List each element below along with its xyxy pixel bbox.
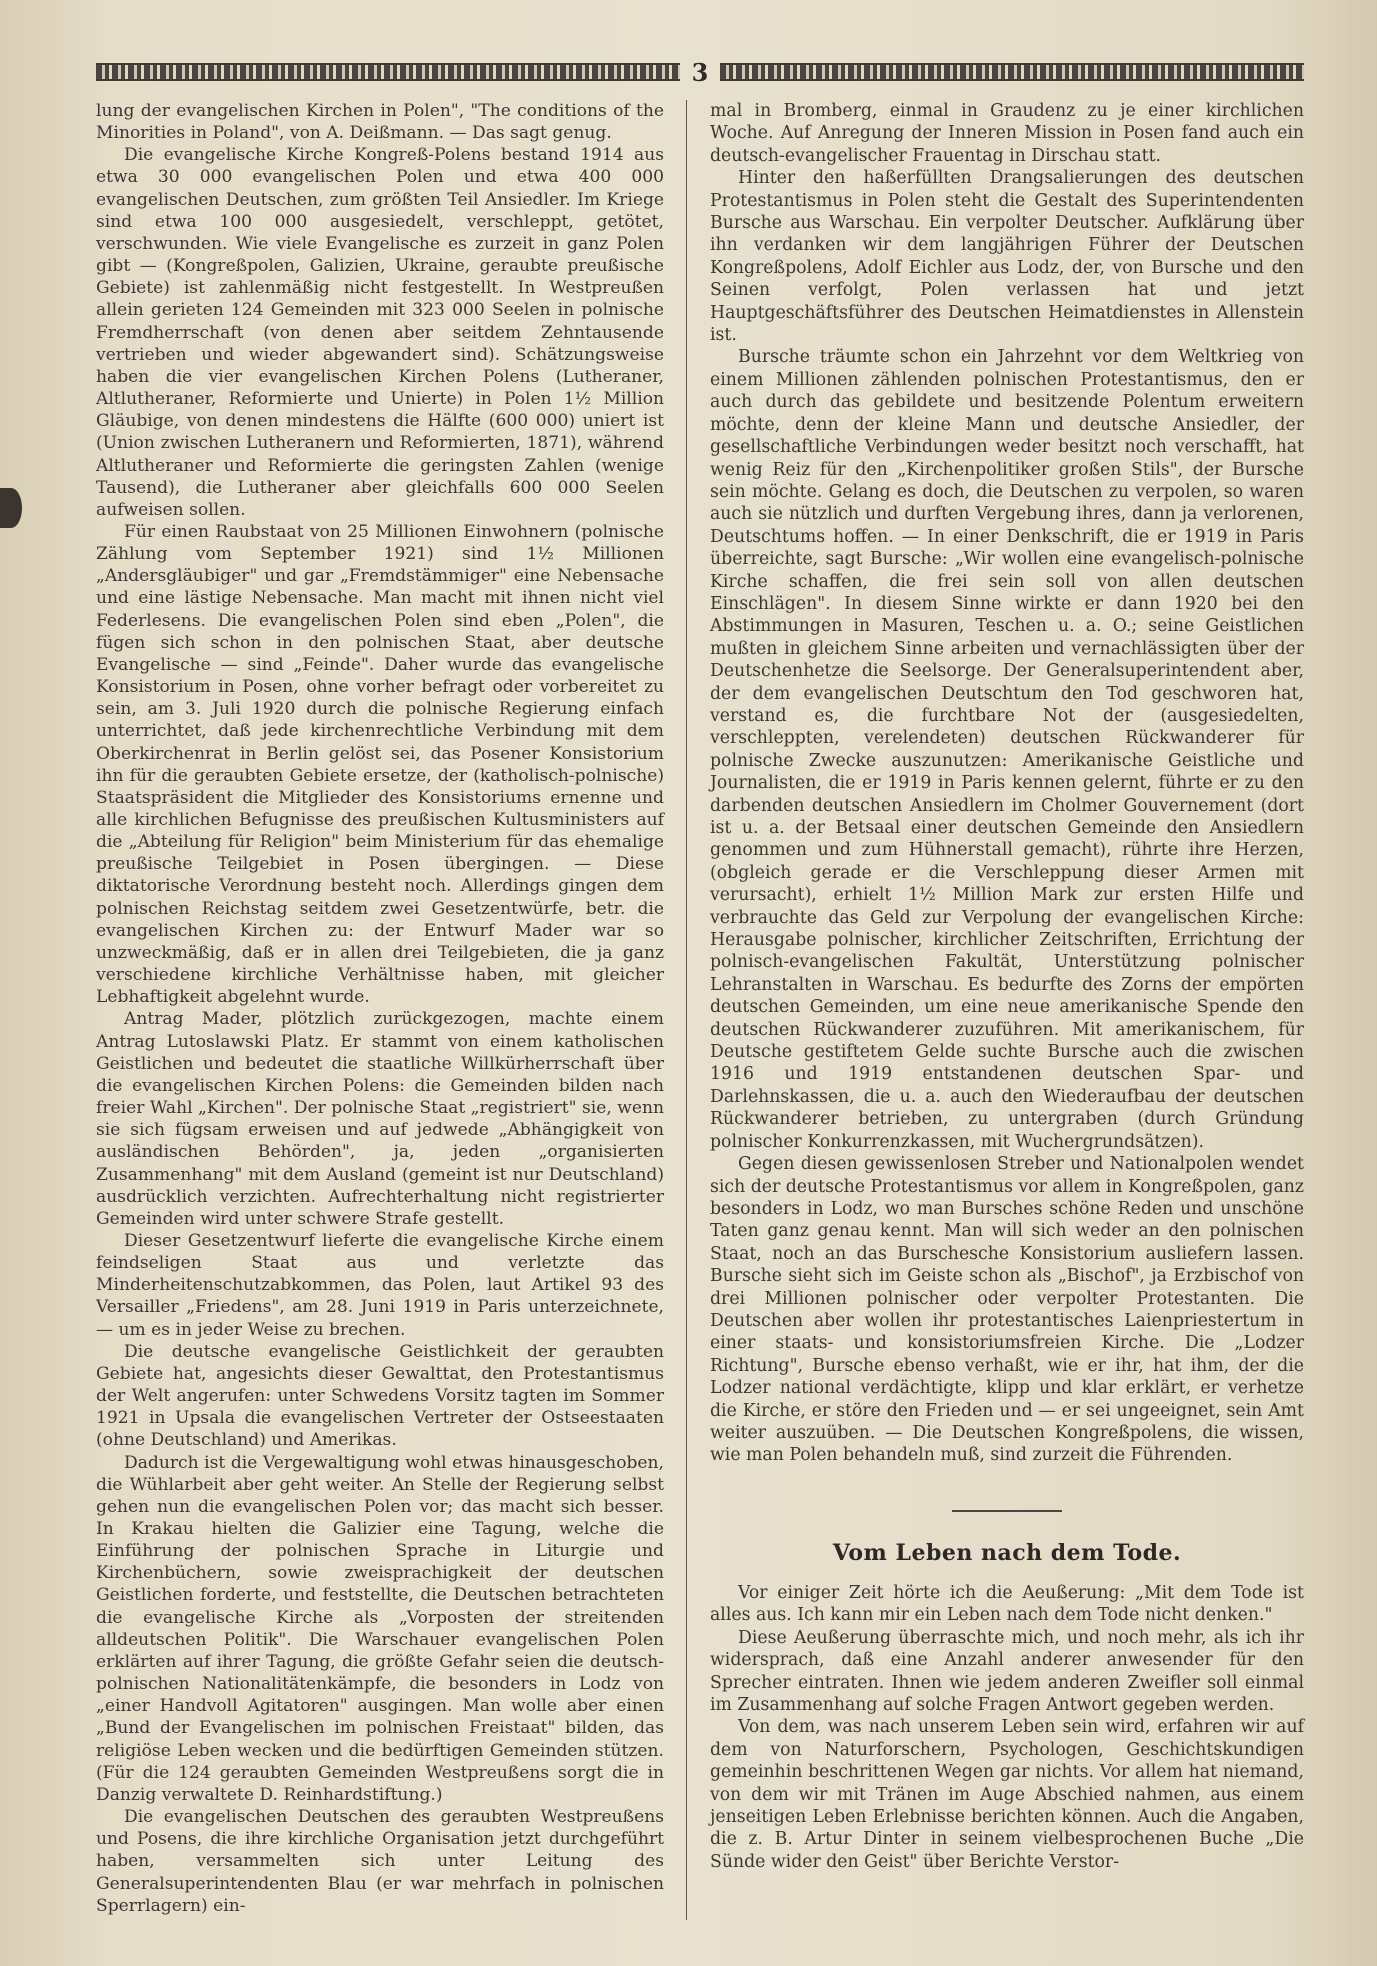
paragraph: Hinter den haßerfüllten Drangsalierungen des deutschen Protestantismus in Polen steht die Gestalt des Superintendenten Bursche aus Warschau. Ein verpolter Deutscher. Aufklärung über ihn verdanken wir dem langjährigen Führer der Deutschen Kongreßpolens, Adolf Eichler aus Lodz, der, von Bursche und den Seinen verfolgt, Polen verlassen hat und jetzt Hauptgeschäftsführer des Deutschen Heimatdienstes in Allenstein ist. — [710, 168, 1304, 346]
article-title: Vom Leben nach dem Tode. — [832, 1540, 1182, 1566]
paragraph: Von dem, was nach unserem Leben sein wird, erfahren wir auf dem von Naturforschern, Psychologen, Geschichtskundigen gemeinhin beschrittenen Wegen gar nichts. Vor allem hat niemand, von dem wir mit Tränen im Auge Abschied nahmen, aus einem jenseitigen Leben Erlebnisse berichten können. Auch die Angaben, die z. B. Artur Dinter in seinem vielbesprochenen Buche „Die Sünde wider den Geist" über Berichte Verstor- — [710, 1717, 1304, 1872]
paragraph: mal in Bromberg, einmal in Graudenz zu je einer kirchlichen Woche. Auf Anregung der Inneren Mission in Posen fand auch ein deutsch-evangelischer Frauentag in Dirschau statt. — [710, 101, 1304, 166]
right-column — [710, 100, 1304, 1467]
paragraph: Antrag Mader, plötzlich zurückgezogen, machte einem Antrag Lutoslawski Platz. Er stammt von einem katholischen Geistlichen und bedeutet die staatliche Willkürherrschaft über die evangelischen Kirchen Polens: die Gemeinden bilden nach freier Wahl „Kirchen". Der polnische Staat „registriert" sie, wenn sie sich fügsam erweisen und auf jedwede „Abhängigkeit von ausländischen Behörden", ja, jeden „organisierten Zusammenhang" mit dem Ausland (gemeint ist nur Deutschland) ausdrücklich verzichten. Aufrechterhaltung nicht registrierter Gemeinden wird unter schwere Strafe gestellt. — [96, 1009, 664, 1229]
paragraph: lung der evangelischen Kirchen in Polen", "The conditions of the Minorities in Poland", von A. Deißmann. — Das sagt genug. — [96, 101, 664, 144]
header-ornament-left — [96, 63, 680, 81]
ink-stain — [0, 488, 22, 528]
left-column — [96, 100, 664, 1917]
paragraph: Diese Aeußerung überraschte mich, und noch mehr, als ich ihr widersprach, daß eine Anzahl anderer anwesender für den Sprecher eintraten. Ihnen wie jedem anderen Zweifler soll einmal im Zusammenhang auf solche Fragen Antwort gegeben werden. — [710, 1627, 1304, 1716]
paragraph: Die evangelischen Deutschen des geraubten Westpreußens und Posens, die ihre kirchliche Organisation jetzt durchgeführt haben, versammelten sich unter Leitung des Generalsuperintendenten Blau (er war mehrfach in polnischen Sperrlagern) ein- — [96, 1807, 664, 1916]
article-body — [710, 1582, 1304, 1873]
paragraph: Die evangelische Kirche Kongreß-Polens bestand 1914 aus etwa 30 000 evangelischen Polen und etwa 400 000 evangelischen Deutschen, zum größten Teil Ansiedler. Im Kriege sind etwa 100 000 ausgesiedelt, verschleppt, getötet, verschwunden. Wie viele Evangelische es zurzeit in ganz Polen gibt — (Kongreßpolen, Galizien, Ukraine, geraubte preußische Gebiete) ist zahlenmäßig nicht festgestellt. In Westpreußen allein gerieten 124 Gemeinden mit 323 000 Seelen in polnische Fremdherrschaft (von denen aber seitdem Zehntausende vertrieben und wieder abgewandert sind). Schätzungsweise haben die vier evangelischen Kirchen Polens (Lutheraner, Altlutheraner, Reformierte und Unierte) in Polen 1½ Million Gläubige, von denen mindestens die Hälfte (600 000) uniert ist (Union zwischen Lutheranern und Reformierten, 1871), während Altlutheraner und Reformierte die geringsten Zahlen (wenige Tausend), die Lutheraner aber gleichfalls 600 000 Seelen aufweisen sollen. — [96, 145, 664, 520]
paragraph: Für einen Raubstaat von 25 Millionen Einwohnern (polnische Zählung vom September 1921) sind 1½ Millionen „Andersgläubiger" und gar „Fremdstämmiger" eine Nebensache und eine lästige Nebensache. Man macht mit ihnen nicht viel Federlesens. Die evangelischen Polen sind eben „Polen", die fügen sich schon in den polnischen Staat, aber deutsche Evangelische — sind „Feinde". Daher wurde das evangelische Konsistorium in Posen, ohne vorher befragt oder vorbereitet zu sein, am 3. Juli 1920 durch die polnische Regierung einfach unterrichtet, daß jede kirchenrechtliche Verbindung mit dem Oberkirchenrat in Berlin gelöst sei, das Posener Konsistorium ihn für die geraubten Gebiete ersetze, der (katholisch-polnische) Staatspräsident die Mitglieder des Konsistoriums ernenne und alle kirchlichen Befugnisse des preußischen Kultusministers auf die „Abteilung für Religion" beim Ministerium für das ehemalige preußische Teilgebiet in Posen übergingen. — Diese diktatorische Verordnung besteht noch. Allerdings gingen dem polnischen Reichstag seitdem zwei Gesetzentwürfe, betr. die evangelischen Kirchen zu: der Entwurf Mader war so unzweckmäßig, daß er in allen drei Teilgebieten, die ja ganz verschiedene kirchliche Verhältnisse haben, mit gleicher Lebhaftigkeit abgelehnt wurde. — [96, 521, 664, 1008]
header-ornament-right — [720, 63, 1304, 81]
column-divider — [686, 100, 687, 1920]
paragraph: Vor einiger Zeit hörte ich die Aeußerung: „Mit dem Tode ist alles aus. Ich kann mir ein Leben nach dem Tode nicht denken." — [710, 1583, 1304, 1626]
paragraph: Bursche träumte schon ein Jahrzehnt vor dem Weltkrieg von einem Millionen zählenden polnischen Protestantismus, den er auch durch das gebildete und besitzende Polentum erweitern möchte, denn der kleine Mann und deutsche Ansiedler, der gesellschaftliche Verbindungen weder besitzt noch verschafft, hat wenig Reiz für den „Kirchenpolitiker großen Stils", der Bursche sein möchte. Gelang es doch, die Deutschen zu verpolen, so waren auch sie nützlich und durften Vergebung ihres, dann ja verlorenen, Deutschtums hoffen. — In einer Denkschrift, die er 1919 in Paris überreichte, sagt Bursche: „Wir wollen eine evangelisch-polnische Kirche schaffen, die frei sein soll von allen deutschen Einschlägen". In diesem Sinne wirkte er dann 1920 bei den Abstimmungen in Masuren, Teschen u. a. O.; seine Geistlichen mußten in gleichem Sinne arbeiten und vernachlässigten über der Deutschenhetze die Seelsorge. Der Generalsuperintendent aber, der dem evangelischen Deutschtum den Tod geschworen hat, verstand es, die furchtbare Not der (ausgesiedelten, verschleppten, verelendeten) deutschen Rückwanderer für polnische Zwecke auszunutzen: Amerikanische Geistliche und Journalisten, die er 1919 in Paris kennen gelernt, führte er zu den darbenden deutschen Ansiedlern im Cholmer Gouvernement (dort ist u. a. der Betsaal einer deutschen Gemeinde den Ansiedlern genommen und zum Hühnerstall gemacht), rührte ihre Herzen, (obgleich gerade er die Verschleppung dieser Armen mit verursacht), erhielt 1½ Million Mark zur ersten Hilfe und verbrauchte das Geld zur Verpolung der evangelischen Kirche: Herausgabe polnischer, kirchlicher Zeitschriften, Errichtung der polnisch-evangelischen Fakultät, Unterstützung polnischer Lehranstalten in Warschau. Es bedurfte des Zorns der empörten deutschen Gemeinden, um eine neue amerikanische Spende den deutschen Rückwanderer zuzuführen. Mit amerikanischem, für Deutsche gestiftetem Gelde suchte Bursche auch die zwischen 1916 und 1919 entstandenen deutschen Spar- und Darlehnskassen, die u. a. auch den Wiederaufbau der deutschen Rückwanderer betrieben, zu untergraben (durch Gründung polnischer Konkurrenzkassen, mit Wuchergrundsätzen). — [710, 347, 1304, 1152]
paragraph: Dadurch ist die Vergewaltigung wohl etwas hinausgeschoben, die Wühlarbeit aber geht weiter. An Stelle der Regierung selbst gehen nun die evangelischen Polen vor; das macht sich besser. In Krakau hielten die Galizier eine Tagung, welche die Einführung der polnischen Sprache in Liturgie und Kirchenbüchern, sowie zweisprachigkeit der deutschen Geistlichen forderte, und feststellte, die Deutschen betrachteten die evangelische Kirche als „Vorposten der streitenden alldeutschen Politik". Die Warschauer evangelischen Polen erklärten auf ihrer Tagung, die größte Gefahr seien die deutsch-polnischen Nationalitätenkämpfe, die besonders in Lodz von „einer Handvoll Agitatoren" ausgingen. Man wolle aber einen „Bund der Evangelischen im polnischen Freistaat" bilden, das religiöse Leben wecken und die bedürftigen Gemeinden stützen. (Für die 124 geraubten Gemeinden Westpreußens sorgt die in Danzig verwaltete D. Reinhardstiftung.) — [96, 1452, 664, 1805]
paragraph: Die deutsche evangelische Geistlichkeit der geraubten Gebiete hat, angesichts dieser Gewalttat, den Protestantismus der Welt angerufen: unter Schwedens Vorsitz tagten im Sommer 1921 in Upsala die evangelischen Vertreter der Ostseestaaten (ohne Deutschland) und Amerikas. — [96, 1341, 664, 1451]
page-header — [96, 58, 1304, 86]
paragraph: Dieser Gesetzentwurf lieferte die evangelische Kirche einem feindseligen Staat aus und verletzte das Minderheitenschutzabkommen, das Polen, laut Artikel 93 des Versailler „Friedens", am 28. Juni 1919 in Paris unterzeichnete, — um es in jeder Weise zu brechen. — [96, 1230, 664, 1340]
article-separator — [952, 1510, 1062, 1512]
page-number: 3 — [691, 57, 709, 87]
paragraph: Gegen diesen gewissenlosen Streber und Nationalpolen wendet sich der deutsche Protestantismus vor allem in Kongreßpolen, ganz besonders in Lodz, wo man Bursches schöne Reden und unschöne Taten ganz genau kennt. Man will sich weder an den polnischen Staat, noch an das Burschesche Konsistorium ausliefern lassen. Bursche sieht sich im Geiste schon als „Bischof", ja Erzbischof von drei Millionen polnischer oder verpolter Protestanten. Die Deutschen aber wollen ihr protestantisches Laienpriestertum in einer staats- und konsistoriumsfreien Kirche. Die „Lodzer Richtung", Bursche ebenso verhaßt, wie er ihr, hat ihm, der die Lodzer national verdächtigte, klipp und klar erklärt, er verhetze die Kirche, er störe den Frieden und — er sei ungeeignet, sein Amt weiter auszuüben. — Die Deutschen Kongreßpolens, die wissen, wie man Polen behandeln muß, sind zurzeit die Führenden. — [710, 1154, 1304, 1466]
